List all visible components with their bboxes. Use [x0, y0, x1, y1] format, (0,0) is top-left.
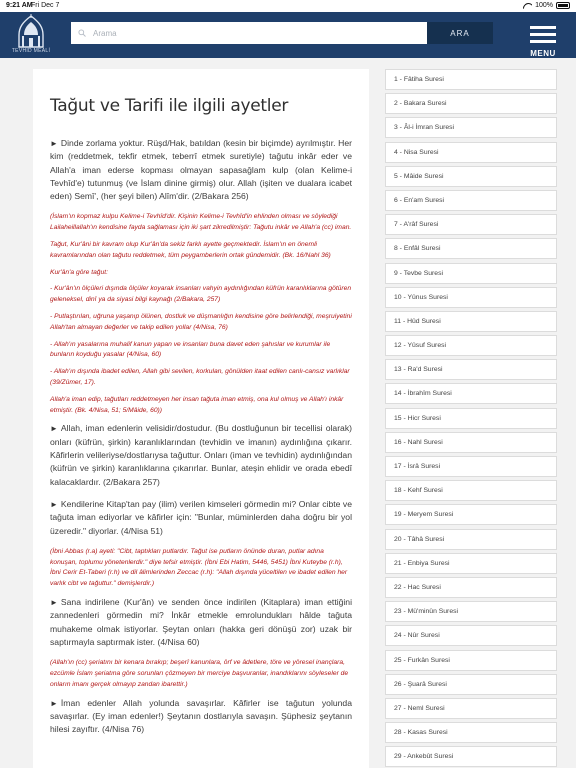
sura-list-item[interactable]: 9 - Tevbe Suresi [385, 263, 557, 284]
verse-text: Dinde zorlama yoktur. Rüşd/Hak, batıldan (kesin bir biçimde) ayrılmıştır. Her kim (reddetmek, tekfir etmek, teberrî etmek suretiyle) tağutu inkâr eder ve Allah'a iman ederse kopması olmayan sapasağlam kulp (olan Kelime-i Tevhîd'e) tutunmuş (ve İslam dinine girmiş) olur. Allah (işiten ve dualara icabet eden) Semî', (her şeyi bilen) Alîm'dir. (2/Bakara 256) [50, 138, 352, 202]
sura-list-item[interactable]: 20 - Tâhâ Suresi [385, 529, 557, 550]
sura-list-item[interactable]: 12 - Yûsuf Suresi [385, 335, 557, 356]
sura-list-item[interactable]: 14 - İbrahîm Suresi [385, 383, 557, 404]
sura-list-item[interactable]: 13 - Ra'd Suresi [385, 359, 557, 380]
note-text: (Allah'ın (cc) şeriatını bir kenara bırakıp; beşerî kanunlara, örf ve âdetlere, töre ve yöresel inançlara, ezcümle İslam şeriatına göre sorunları çözmeyen bir merciye başvuranlar, inandıklarını söyleseler de onların imanı gerçek olmayıp zandan ibarettir.) [50, 659, 349, 688]
arrow-icon: ► [50, 139, 58, 148]
sura-list-item[interactable]: 19 - Meryem Suresi [385, 504, 557, 525]
status-time: 9:21 AM [6, 2, 33, 9]
sura-list-item[interactable]: 17 - İsrâ Suresi [385, 456, 557, 477]
app-header [0, 12, 576, 58]
sura-list-item[interactable]: 6 - En'am Suresi [385, 190, 557, 211]
wifi-icon [523, 2, 532, 9]
sura-list-item[interactable]: 1 - Fâtiha Suresi [385, 69, 557, 90]
sura-list-item[interactable]: 11 - Hûd Suresi [385, 311, 557, 332]
hamburger-icon [530, 26, 556, 29]
logo-text: TEVHİD MEALİ [11, 48, 51, 54]
note-text: (İslam'ın kopmaz kulpu Kelime-i Tevhîd'dir. Kişinin Kelime-i Tevhîd'in ehlinden olması ve söylediği Lailaheillallah'ın kendisine fayda sağlaması için iki şart zikredilmiştir: Tağutu inkâr ve Allah'a (cc) iman. [50, 213, 352, 232]
note-text: - Kur'ân'ın ölçüleri dışında ölçüler koyarak insanları vahyin aydınlığından küfrün karanlıklarına götüren geleneksel, dinî ya da siyasi bilgi kaynağı (2/Bakara, 257) [50, 285, 352, 304]
verse-paragraph [50, 498, 352, 538]
sura-list-item[interactable]: 10 - Yûnus Suresi [385, 287, 557, 308]
arrow-icon: ► [50, 424, 58, 434]
note-text: (İbni Abbas (r.a) ayeti: "Cibt, taptıkları putlardır. Tağut ise putların önünde duran, putlar adına konuşan, toplumu yönetenlerdir." diye tefsir etmiştir. (İbni Ebi Hatim, 5446, 5451) İbni Kuteybe (r.h), İbni Cerir Et-Taberi (r.h) ve dil âlimlerinden Zeccac (r.h): "Allah dışında yüceltilen ve ibadet edilen her varlık cibt ve tağuttur." demişlerdir.) [50, 547, 348, 588]
commentary-note [50, 367, 352, 389]
sura-list-item[interactable]: 4 - Nisa Suresi [385, 142, 557, 163]
verse-text: İman edenler Allah yolunda savaşırlar. Kâfirler ise tağutun yolunda savaşırlar. (Ey iman edenler!) Şeytanın dostlarıyla savaşın. Şüphesiz şeytanın hilesi zayıftır. (4/Nisa 76) [50, 697, 352, 735]
commentary-note [50, 240, 352, 262]
sura-list-item[interactable]: 29 - Ankebût Suresi [385, 746, 557, 767]
sura-list-item[interactable]: 8 - Enfâl Suresi [385, 238, 557, 259]
note-text: Kur'ân'a göre tağut: [50, 268, 108, 276]
sura-list-item[interactable]: 2 - Bakara Suresi [385, 93, 557, 114]
note-text: - Allah'ın dışında ibadet edilen, Allah gibi sevilen, korkulan, gönülden itaat edilen canlı-cansız varlıklar (39/Zümer, 17). [50, 368, 350, 387]
sura-list-item[interactable]: 5 - Mâide Suresi [385, 166, 557, 187]
sura-list [385, 69, 557, 768]
article-body [50, 137, 352, 736]
sura-list-item[interactable]: 16 - Nahl Suresi [385, 432, 557, 453]
verse-text: Allah, iman edenlerin velisidir/dostudur. (Bu dostluğunun bir tecellisi olarak) onları (küfrün, şirkin) karanlıklarından (tevhidin ve imanın) aydınlığına çıkarır. Kâfirlerin velileriyse/dostlarıysa tağuttur. Onları (iman ve tevhidin) aydınlığından (küfrün ve şirkin) karanlıklarına çıkarırlar. Bunlar, ateşin ehlidir ve orada ebedî kalacaklardır. (2/Bakara 257) [50, 423, 352, 487]
commentary-note [50, 547, 352, 590]
verse-paragraph [50, 137, 352, 203]
commentary-note [50, 284, 352, 306]
arrow-icon: ► [50, 499, 58, 509]
sura-list-item[interactable]: 24 - Nûr Suresi [385, 625, 557, 646]
sura-list-item[interactable]: 3 - Âl-i İmran Suresi [385, 117, 557, 138]
page-title: Tağut ve Tarifi ile ilgili ayetler [50, 96, 289, 116]
note-text: Tağut, Kur'âni bir kavram olup Kur'ân'da sekiz farklı ayette geçmektedir. İslam'ın en önemli kavramlarından olan tağutu reddetmek, tüm peygamberlerin ortak gündemidir. (Bk. 16/Nahl 36) [50, 241, 331, 259]
sura-list-item[interactable]: 28 - Kasas Suresi [385, 722, 557, 743]
battery-icon [556, 2, 570, 9]
sura-list-item[interactable]: 25 - Furkân Suresi [385, 650, 557, 671]
note-text: - Putlaştırılan, uğruna yaşanıp ölünen, dostluk ve düşmanlığın kendisine göre belirlendiği, meşruiyetini Allah'tan almayan değerler ve takip edilen yollar (4/Nisa, 76) [50, 313, 352, 331]
menu-button[interactable] [522, 24, 566, 58]
commentary-note [50, 212, 352, 234]
sura-list-item[interactable]: 21 - Enbiya Suresi [385, 553, 557, 574]
sura-list-item[interactable]: 23 - Mü'minûn Suresi [385, 601, 557, 622]
sura-list-item[interactable]: 18 - Kehf Suresi [385, 480, 557, 501]
sura-list-item[interactable]: 7 - A'râf Suresi [385, 214, 557, 235]
search-icon [78, 29, 86, 37]
note-text: - Allah'ın yasalarına muhalif kanun yapan ve insanları buna davet eden şahıslar ve kurumlar ile bunların koyduğu yasalar (4/Nisa, 60) [50, 340, 331, 359]
verse-paragraph [50, 596, 352, 649]
commentary-note [50, 658, 352, 690]
battery-percent: 100% [535, 2, 553, 9]
sura-list-item[interactable]: 26 - Şuarâ Suresi [385, 674, 557, 695]
arrow-icon: ► [50, 698, 58, 708]
verse-text: Kendilerine Kitap'tan pay (ilim) verilen kimseleri görmedin mi? Onlar cibte ve tağuta iman ediyorlar ve kâfirler için: "Bunlar, müminlerden daha doğru bir yol üzeredir." diyorlar. (4/Nisa 51) [50, 498, 352, 536]
menu-label: MENU [530, 49, 556, 58]
status-indicators [523, 2, 570, 9]
verse-text: Sana indirilene (Kur'ân) ve senden önce indirilen (Kitaplara) iman ettiğini zannedenleri görmedin mi? İnkâr etmekle emrolundukları hâlde tağuta muhakeme olmak istiyorlar. Şeytan onları (hakka geri dönüşü zor) uzak bir saptırmayla saptırmak ister. (4/Nisa 60) [50, 597, 352, 647]
verse-paragraph [50, 697, 352, 737]
sura-list-item[interactable]: 22 - Hac Suresi [385, 577, 557, 598]
verse-paragraph [50, 422, 352, 488]
search-button[interactable]: ARA [427, 22, 493, 44]
search-input[interactable] [71, 22, 427, 44]
sura-list-item[interactable]: 27 - Neml Suresi [385, 698, 557, 719]
arrow-icon: ► [50, 598, 58, 607]
commentary-note [50, 395, 352, 417]
article-panel [33, 69, 369, 768]
commentary-note [50, 312, 352, 334]
sura-list-item[interactable]: 15 - Hicr Suresi [385, 408, 557, 429]
note-text: Allah'a iman edip, tağutları reddetmeyen her insan tağuta iman etmiş, ona kul olmuş ve Allah'ı inkâr etmiştir. (Bk. 4/Nisa, 51; 5/Mâide, 60)) [50, 395, 344, 414]
commentary-note [50, 340, 352, 362]
commentary-note [50, 268, 352, 279]
status-date: Fri Dec 7 [31, 2, 60, 9]
status-bar [0, 0, 576, 12]
